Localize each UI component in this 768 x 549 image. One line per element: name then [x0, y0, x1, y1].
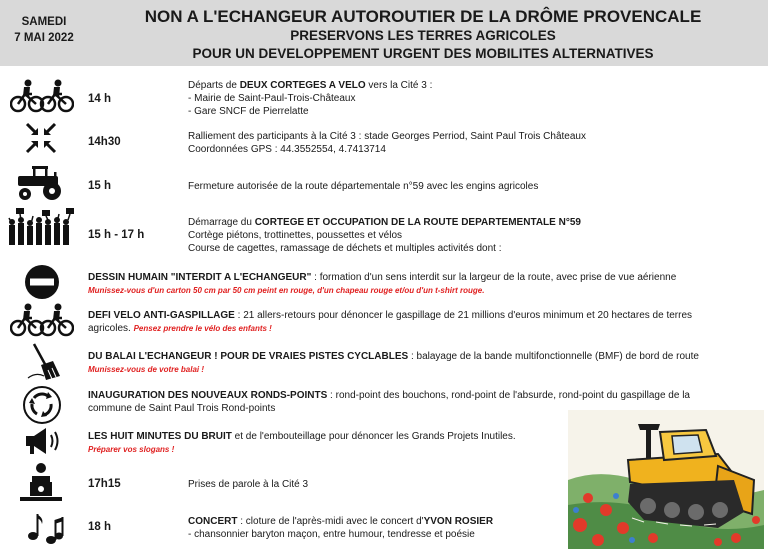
- event-speeches: Prises de parole à la Cité 3: [188, 479, 309, 490]
- highlight: CORTEGE ET OCCUPATION DE LA ROUTE DEPARTEMENTALE N°59: [254, 217, 581, 228]
- activity-text: : balayage de la bande multifonctionnelle (BMF) de bord de route: [408, 351, 699, 362]
- text: Départs de: [188, 80, 240, 91]
- rally-location: Ralliement des participants à la Cité 3 : stade Georges Perriod, Saint Paul Trois Châteaux: [188, 131, 586, 142]
- activity-note: Munissez-vous de votre balai !: [88, 365, 205, 374]
- event-road-closure: Fermeture autorisée de la route départementale n°59 avec les engins agricoles: [188, 181, 539, 192]
- roundabout-icon: [22, 385, 62, 425]
- activity-title: DU BALAI L'ECHANGEUR ! POUR DE VRAIES PISTES CYCLABLES: [88, 351, 409, 362]
- header-band: [0, 0, 768, 66]
- music-notes-icon: [24, 506, 64, 546]
- text: vers la Cité 3 :: [365, 80, 433, 91]
- activity-text: : rond-point des bouchons, rond-point de l'absurde, rond-point du gaspillage de la: [327, 390, 690, 401]
- time-15h: 15 h: [88, 180, 112, 192]
- cyclists-icon: [10, 302, 74, 338]
- page-subtitle-2: POUR UN DEVELOPPEMENT URGENT DES MOBILITES ALTERNATIVES: [192, 46, 654, 61]
- activity-note: Pensez prendre le vélo des enfants !: [133, 324, 272, 333]
- bulldozer-painting: [568, 410, 764, 549]
- event-departures: [188, 79, 608, 118]
- converge-arrows-icon: [24, 121, 58, 155]
- activity-broom: [88, 350, 748, 376]
- highlight: DEUX CORTEGES A VELO: [239, 80, 366, 91]
- event-cortege: [188, 216, 608, 255]
- page-subtitle-1: PRESERVONS LES TERRES AGRICOLES: [290, 28, 556, 43]
- date-full: 7 MAI 2022: [14, 32, 74, 44]
- activity-title: INAUGURATION DES NOUVEAUX RONDS-POINTS: [88, 390, 328, 401]
- date-day: SAMEDI: [21, 16, 67, 28]
- activity-bike-challenge: [88, 309, 748, 335]
- page-title: NON A L'ECHANGEUR AUTOROUTIER DE LA DRÔME PROVENCALE: [144, 7, 702, 26]
- activity-text: commune de Saint Paul Trois Rond-points: [88, 403, 276, 414]
- time-18h: 18 h: [88, 521, 112, 533]
- activity-title: DEFI VELO ANTI-GASPILLAGE: [88, 310, 235, 321]
- departure-2: - Gare SNCF de Pierrelatte: [188, 106, 309, 117]
- activity-note: Munissez-vous d'un carton 50 cm par 50 cm peint en rouge, d'un chapeau rouge et/ou d'un t-shirt rouge.: [88, 286, 485, 295]
- gps-coordinates: Coordonnées GPS : 44.3552554, 4.7413714: [188, 144, 386, 155]
- cortege-detail: Cortège piétons, trottinettes, poussettes et vélos: [188, 230, 403, 241]
- artist-description: - chansonnier baryton maçon, entre humour, tendresse et poésie: [188, 529, 475, 540]
- tractor-icon: [14, 164, 68, 202]
- time-14h: 14 h: [88, 93, 112, 105]
- activity-text: et de l'embouteillage pour dénoncer les Grands Projets Inutiles.: [231, 431, 516, 442]
- activity-title: LES HUIT MINUTES DU BRUIT: [88, 431, 232, 442]
- departure-1: - Mairie de Saint-Paul-Trois-Châteaux: [188, 93, 356, 104]
- broom-icon: [26, 342, 66, 382]
- activity-human-drawing: [88, 271, 748, 297]
- text: Démarrage du: [188, 217, 255, 228]
- no-entry-icon: [24, 264, 60, 300]
- megaphone-icon: [24, 425, 64, 457]
- event-date: [4, 14, 84, 46]
- activity-text: : formation d'un sens interdit sur la largeur de la route, avec prise de vue aérienne: [311, 272, 677, 283]
- activity-noise: [88, 430, 558, 456]
- event-rally: [188, 130, 608, 156]
- activity-text: : 21 allers-retours pour dénoncer le gaspillage de 21 millions d'euros minimum et 20 hectares de terres: [234, 310, 693, 321]
- time-14h30: 14h30: [88, 136, 121, 148]
- crowd-icon: [6, 208, 76, 248]
- speaker-podium-icon: [18, 462, 64, 502]
- artist-name: YVON ROSIER: [423, 516, 494, 527]
- time-15h-17h: 15 h - 17 h: [88, 229, 145, 241]
- time-17h15: 17h15: [88, 478, 121, 490]
- activity-text: agricoles.: [88, 323, 134, 334]
- concert-text: : cloture de l'après-midi avec le concert d': [237, 516, 424, 527]
- cyclists-icon: [10, 78, 74, 114]
- page-title-block: [88, 6, 758, 63]
- activity-note: Préparer vos slogans !: [88, 445, 175, 454]
- activity-title: DESSIN HUMAIN "INTERDIT A L'ECHANGEUR": [88, 272, 312, 283]
- event-concert: [188, 515, 558, 541]
- activities-intro: Course de cagettes, ramassage de déchets et multiples activités dont :: [188, 243, 502, 254]
- concert-title: CONCERT: [188, 516, 238, 527]
